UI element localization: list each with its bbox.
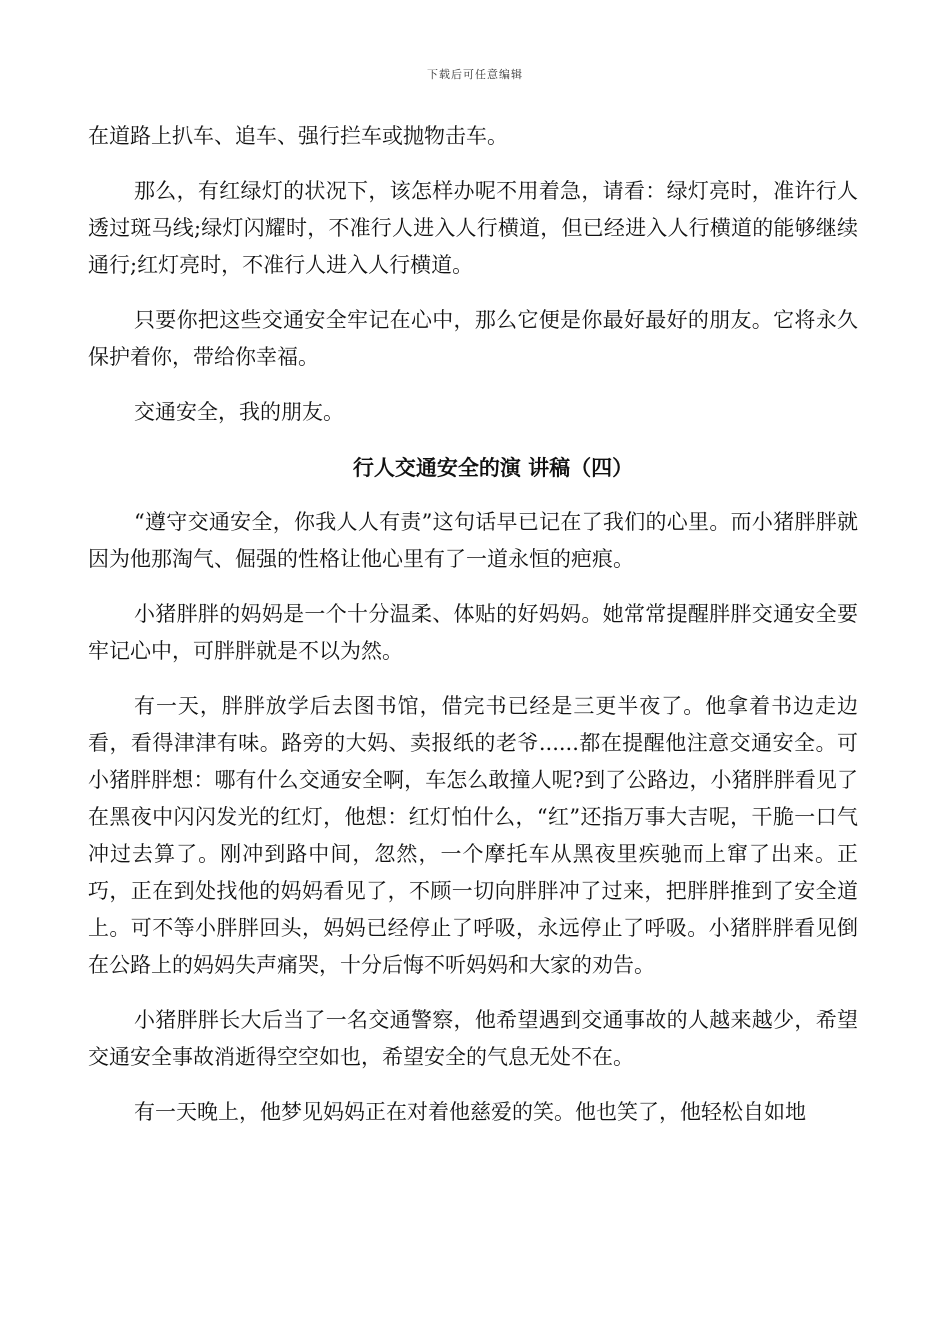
document-body — [88, 118, 858, 1149]
paragraph: 那么，有红绿灯的状况下，该怎样办呢不用着急，请看：绿灯亮时，准许行人透过斑马线;绿灯闪耀时，不准行人进入人行横道，但已经进入人行横道的能够继续通行;红灯亮时，不准行人进入人行横道。 — [88, 179, 858, 277]
paragraph: 交通安全，我的朋友。 — [134, 400, 344, 424]
paragraph: 有一天，胖胖放学后去图书馆，借完书已经是三更半夜了。他拿着书边走边看，看得津津有味。路旁的大妈、卖报纸的老爷......都在提醒他注意交通安全。可小猪胖胖想：哪有什么交通安全啊，车怎么敢撞人呢?到了公路边，小猪胖胖看见了在黑夜中闪闪发光的红灯，他想：红灯怕什么，“红”还指万事大吉呢，干脆一口气冲过去算了。刚冲到路中间，忽然，一个摩托车从黑夜里疾驰而上窜了出来。正巧，正在到处找他的妈妈看见了，不顾一切向胖胖冲了过来，把胖胖推到了安全道上。可不等小胖胖回头，妈妈已经停止了呼吸，永远停止了呼吸。小猪胖胖看见倒在公路上的妈妈失声痛哭，十分后悔不听妈妈和大家的劝告。 — [88, 694, 858, 977]
paragraph: “遵守交通安全，你我人人有责”这句话早已记在了我们的心里。而小猪胖胖就因为他那淘气、倔强的性格让他心里有了一道永恒的疤痕。 — [88, 510, 858, 571]
paragraph: 小猪胖胖的妈妈是一个十分温柔、体贴的好妈妈。她常常提醒胖胖交通安全要牢记心中，可胖胖就是不以为然。 — [88, 602, 858, 663]
section-heading: 行人交通安全的演 讲稿（四） — [352, 455, 634, 480]
paragraph: 小猪胖胖长大后当了一名交通警察，他希望遇到交通事故的人越来越少，希望交通安全事故消逝得空空如也，希望安全的气息无处不在。 — [88, 1008, 858, 1069]
paragraph: 在道路上扒车、追车、强行拦车或抛物击车。 — [88, 124, 508, 148]
header-note: 下载后可任意编辑 — [427, 68, 523, 81]
paragraph: 只要你把这些交通安全牢记在心中，那么它便是你最好最好的朋友。它将永久保护着你，带给你幸福。 — [88, 308, 858, 369]
paragraph: 有一天晚上，他梦见妈妈正在对着他慈爱的笑。他也笑了，他轻松自如地 — [134, 1100, 806, 1124]
